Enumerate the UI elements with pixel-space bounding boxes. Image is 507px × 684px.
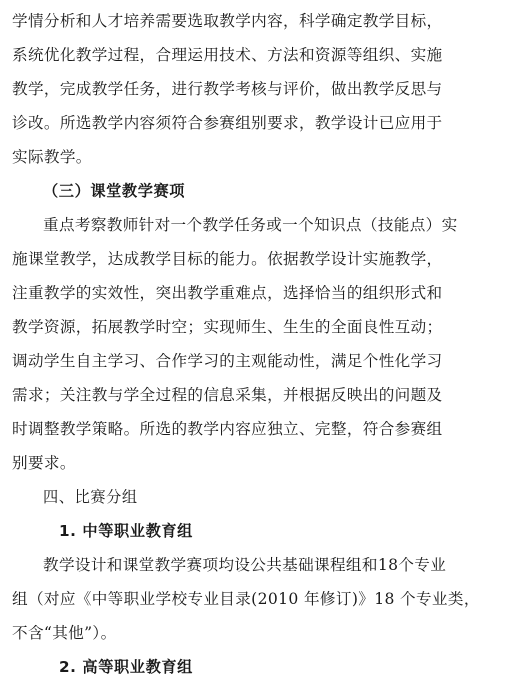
subsection-heading-secondary: 1. 中等职业教育组 bbox=[59, 522, 193, 540]
paragraph-line: 教学设计和课堂教学赛项均设公共基础课程组和18个专业 bbox=[43, 556, 447, 574]
paragraph-line: 诊改。所选教学内容须符合参赛组别要求，教学设计已应用于 bbox=[12, 114, 443, 132]
paragraph-line: 施课堂教学，达成教学目标的能力。依据教学设计实施教学， bbox=[12, 250, 443, 268]
paragraph-line: 组（对应《中等职业学校专业目录(2010 年修订)》18 个专业类， bbox=[12, 590, 480, 608]
paragraph-line: 重点考察教师针对一个教学任务或一个知识点（技能点）实 bbox=[43, 216, 458, 234]
paragraph-line: 学情分析和人才培养需要选取教学内容，科学确定教学目标， bbox=[12, 12, 443, 30]
paragraph-line: 系统优化教学过程，合理运用技术、方法和资源等组织、实施 bbox=[12, 46, 443, 64]
paragraph-line: 需求；关注教与学全过程的信息采集，并根据反映出的问题及 bbox=[12, 386, 443, 404]
section-heading-groups: 四、比赛分组 bbox=[43, 488, 138, 506]
subsection-heading-higher: 2. 高等职业教育组 bbox=[59, 658, 193, 676]
paragraph-line: 注重教学的实效性，突出教学重难点，选择恰当的组织形式和 bbox=[12, 284, 443, 302]
paragraph-line: 教学，完成教学任务，进行教学考核与评价，做出教学反思与 bbox=[12, 80, 443, 98]
paragraph-line: 时调整教学策略。所选的教学内容应独立、完整，符合参赛组 bbox=[12, 420, 443, 438]
paragraph-line: 教学资源，拓展教学时空；实现师生、生生的全面良性互动； bbox=[12, 318, 443, 336]
section-heading-classroom: （三）课堂教学赛项 bbox=[43, 182, 186, 200]
paragraph-line: 不含“其他”）。 bbox=[12, 624, 117, 642]
paragraph-line: 别要求。 bbox=[12, 454, 76, 472]
paragraph-line: 调动学生自主学习、合作学习的主观能动性，满足个性化学习 bbox=[12, 352, 443, 370]
paragraph-line: 实际教学。 bbox=[12, 148, 92, 166]
